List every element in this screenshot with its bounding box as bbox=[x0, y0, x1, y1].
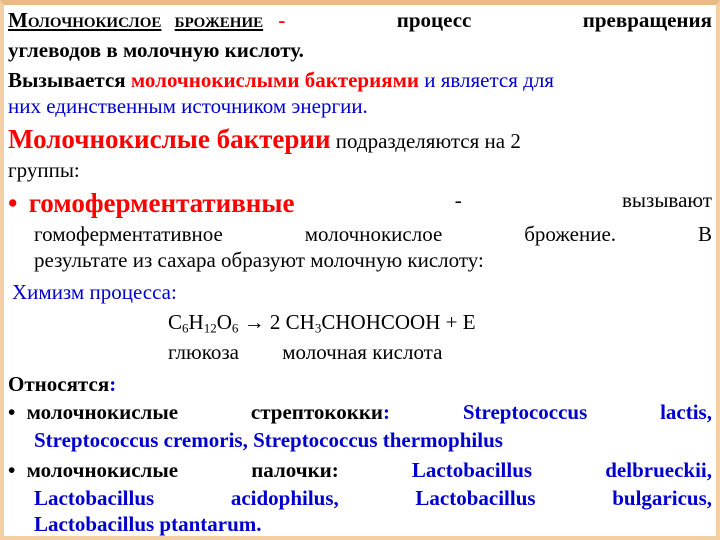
cause-line bbox=[8, 68, 554, 93]
lacto-line: • молочнокислые палочки: Lactobacillus delbrueckii, bbox=[8, 458, 712, 482]
chem-label: Химизм процесса: bbox=[12, 280, 177, 304]
title-line bbox=[8, 8, 712, 33]
title-line-2: углеводов в молочную кислоту. bbox=[8, 38, 304, 62]
lactic-acid-label: молочная кислота bbox=[282, 340, 443, 364]
homo-bullet: • bbox=[8, 188, 18, 218]
homo-line-2: гомоферментативное молочнокислое брожение. В bbox=[34, 222, 712, 246]
cause-highlight: молочнокислыми бактериями bbox=[130, 68, 419, 92]
cause-line-2: них единственным источником энергии. bbox=[8, 94, 368, 118]
cause-lead: Вызывается bbox=[8, 68, 131, 92]
groups-line-2: группы: bbox=[8, 158, 80, 182]
homo-line bbox=[8, 188, 712, 219]
term-fermentation: брожение bbox=[174, 8, 264, 32]
cause-tail: и является для bbox=[418, 68, 554, 92]
strep-line: • молочнокислые стрептококки: Streptococcus lactis, bbox=[8, 400, 712, 424]
homo-word-end: вызывают bbox=[622, 188, 712, 212]
groups-heading: Молочнокислые бактерии bbox=[8, 124, 331, 154]
homo-dash: - bbox=[454, 188, 462, 212]
title-def-word-2: превращения bbox=[582, 8, 712, 32]
lacto-line-3: Lactobacillus ptantarum. bbox=[34, 512, 262, 536]
lacto-line-2: Lactobacillus acidophilus, Lactobacillus bulgaricus, bbox=[34, 486, 712, 510]
strep-bullet: • bbox=[8, 400, 16, 424]
title-dash: - bbox=[278, 8, 286, 32]
groups-tail: подразделяются на 2 bbox=[330, 129, 521, 153]
chem-names bbox=[168, 340, 442, 365]
homo-term: гомоферментативные bbox=[28, 188, 295, 218]
glucose-label: глюкоза bbox=[168, 340, 239, 364]
lacto-bullet: • bbox=[8, 458, 16, 482]
strep-line-2: Streptococcus cremoris, Streptococcus thermophilus bbox=[34, 428, 503, 452]
title-def-word-1: процесс bbox=[396, 8, 472, 32]
homo-line-3: результате из сахара образуют молочную кислоту: bbox=[34, 248, 484, 272]
chem-formula: $C_6H_{12}O_6 \to 2$ $CH_3CHOHCOOH + E$ bbox=[168, 310, 476, 336]
term-lactic-fermentation: Молочнокислое bbox=[8, 8, 162, 32]
belongs-label: Относятся: bbox=[8, 372, 117, 396]
groups-line bbox=[8, 124, 521, 155]
